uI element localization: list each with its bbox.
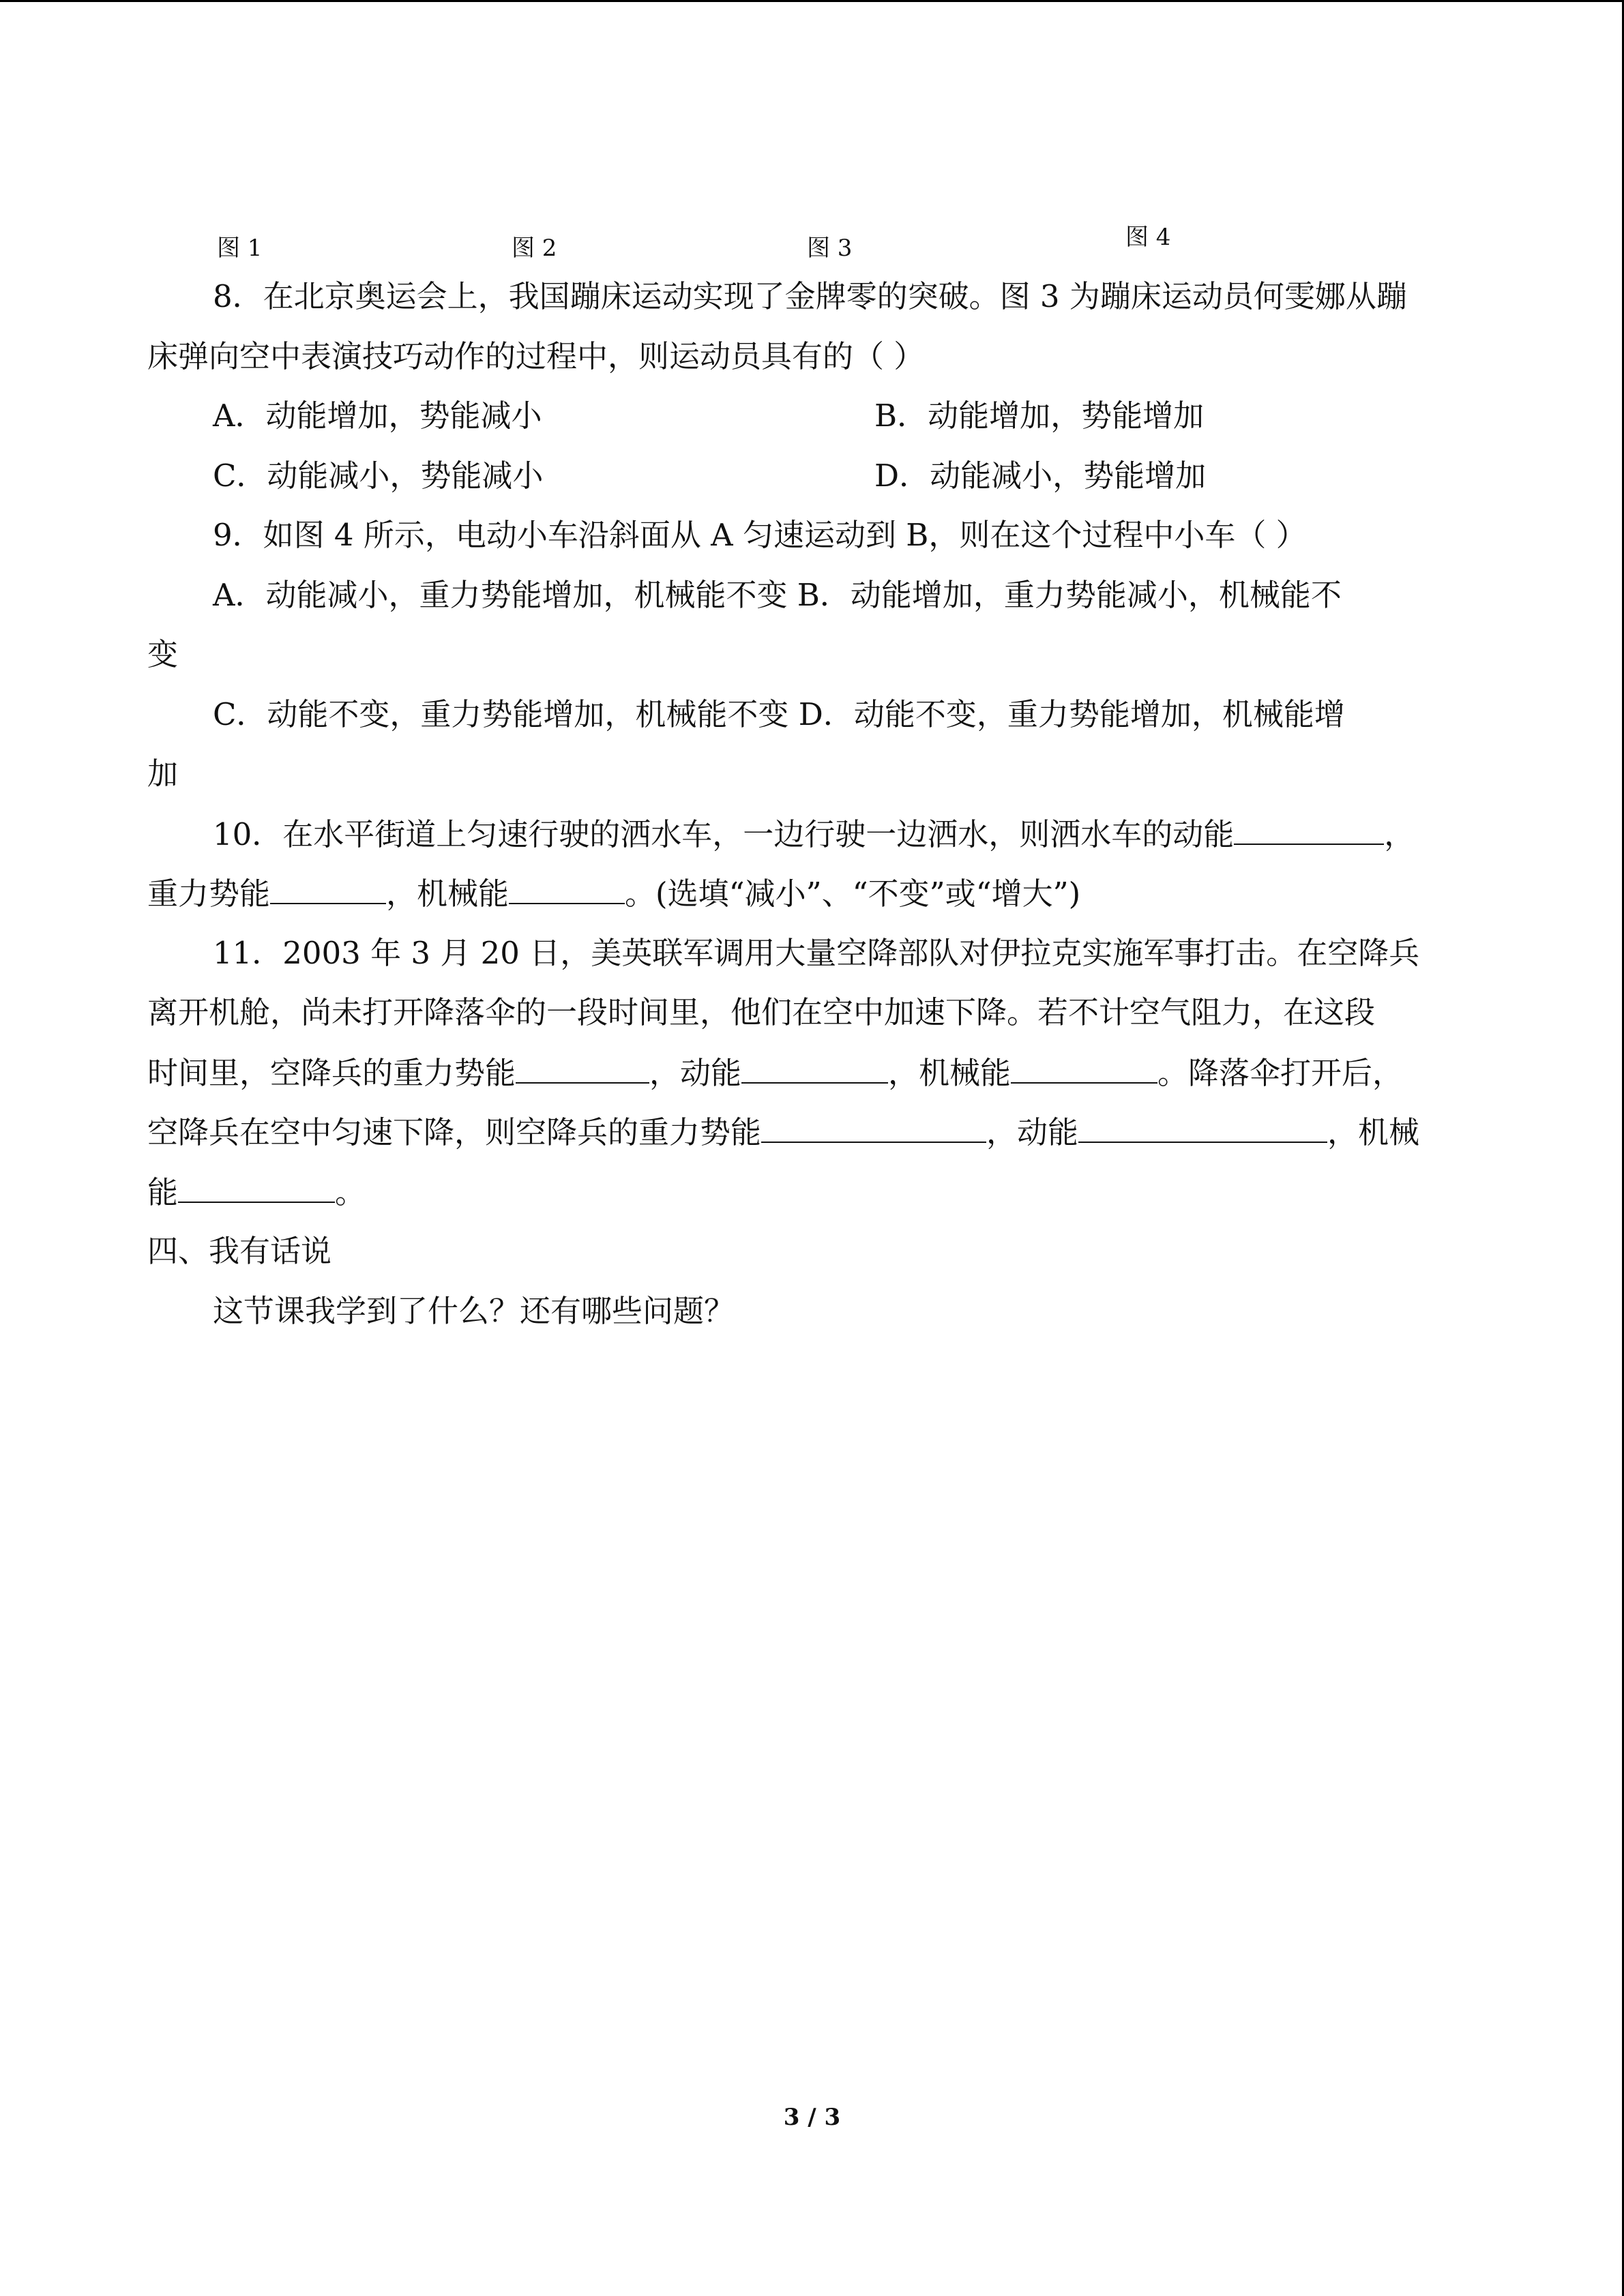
q10-blank-mechanical[interactable] [509,873,625,904]
q10-blank-gravity[interactable] [270,873,386,904]
q11-text-c: ，机械能 [888,1055,1012,1091]
q10-stem: 10．在水平街道上匀速行驶的洒水车，一边行驶一边洒水，则洒水车的动能 [213,816,1235,852]
q11-text-i: 。 [335,1174,366,1210]
figure-label-3: 图 3 [807,235,853,262]
q11-line2: 离开机舱，尚未打开降落伞的一段时间里，他们在空中加速下降。若不计空气阻力，在这段 [147,994,1376,1030]
section-4-title: 四、我有话说 [147,1233,332,1269]
q9-stem: 9．如图 4 所示，电动小车沿斜面从 A 匀速运动到 B，则在这个过程中小车（ ） [213,517,1307,553]
q11-text-h: 能 [147,1174,179,1210]
q10-line2 [147,873,1080,914]
q11-line1: 11．2003 年 3 月 20 日，美英联军调用大量空降部队对伊拉克实施军事打击。在空降兵 [213,935,1420,971]
q11-blank-kinetic2[interactable] [1078,1112,1327,1143]
q11-line4 [147,1112,1419,1153]
q11-blank-mechanical2[interactable] [178,1172,335,1203]
q9-options-cd-wrap: 加 [147,756,179,792]
q10-blank-kinetic[interactable] [1234,814,1384,845]
q11-line5 [147,1172,366,1213]
figure-label-2: 图 2 [512,235,557,262]
q9-options-ab: A．动能减小，重力势能增加，机械能不变 B．动能增加，重力势能减小，机械能不 [213,577,1342,613]
q11-text-b: ，动能 [649,1055,742,1091]
q9-options-ab-wrap: 变 [147,636,179,672]
q11-blank-kinetic1[interactable] [741,1052,888,1084]
q11-line3 [147,1052,1403,1094]
q11-text-a: 时间里，空降兵的重力势能 [147,1055,516,1091]
q11-text-f: ，动能 [986,1114,1079,1150]
q10-text-choices: 。(选填“减小”、“不变”或“增大”) [625,876,1081,912]
q11-blank-gravity2[interactable] [761,1112,986,1143]
section-4-prompt: 这节课我学到了什么？还有哪些问题？ [213,1293,735,1329]
q8-option-c: C．动能减小，势能减小 [213,458,544,494]
q8-stem-line2: 床弹向空中表演技巧动作的过程中，则运动员具有的（ ） [147,338,925,374]
q8-option-b: B．动能增加，势能增加 [874,398,1205,434]
q10-comma: ， [1384,816,1415,852]
q8-option-d: D．动能减小，势能增加 [874,458,1207,494]
figure-label-1: 图 1 [217,235,263,262]
q11-text-g: ，机械 [1327,1114,1420,1150]
q9-options-cd: C．动能不变，重力势能增加，机械能不变 D．动能不变，重力势能增加，机械能增 [213,696,1345,732]
q10-line1 [213,814,1415,855]
q10-text-gravity: 重力势能 [147,876,271,912]
q10-text-mechanical: ，机械能 [386,876,510,912]
page-border-top [0,0,1624,2]
q11-blank-mechanical1[interactable] [1011,1052,1157,1084]
q11-text-d: 。降落伞打开后， [1157,1055,1404,1091]
q11-blank-gravity1[interactable] [516,1052,649,1084]
q11-text-e: 空降兵在空中匀速下降，则空降兵的重力势能 [147,1114,762,1150]
figure-label-4: 图 4 [1125,224,1171,251]
q8-stem-line1: 8．在北京奥运会上，我国蹦床运动实现了金牌零的突破。图 3 为蹦床运动员何雯娜从蹦 [213,278,1407,314]
page-number: 3 / 3 [783,2104,841,2131]
q8-option-a: A．动能增加，势能减小 [213,398,542,434]
